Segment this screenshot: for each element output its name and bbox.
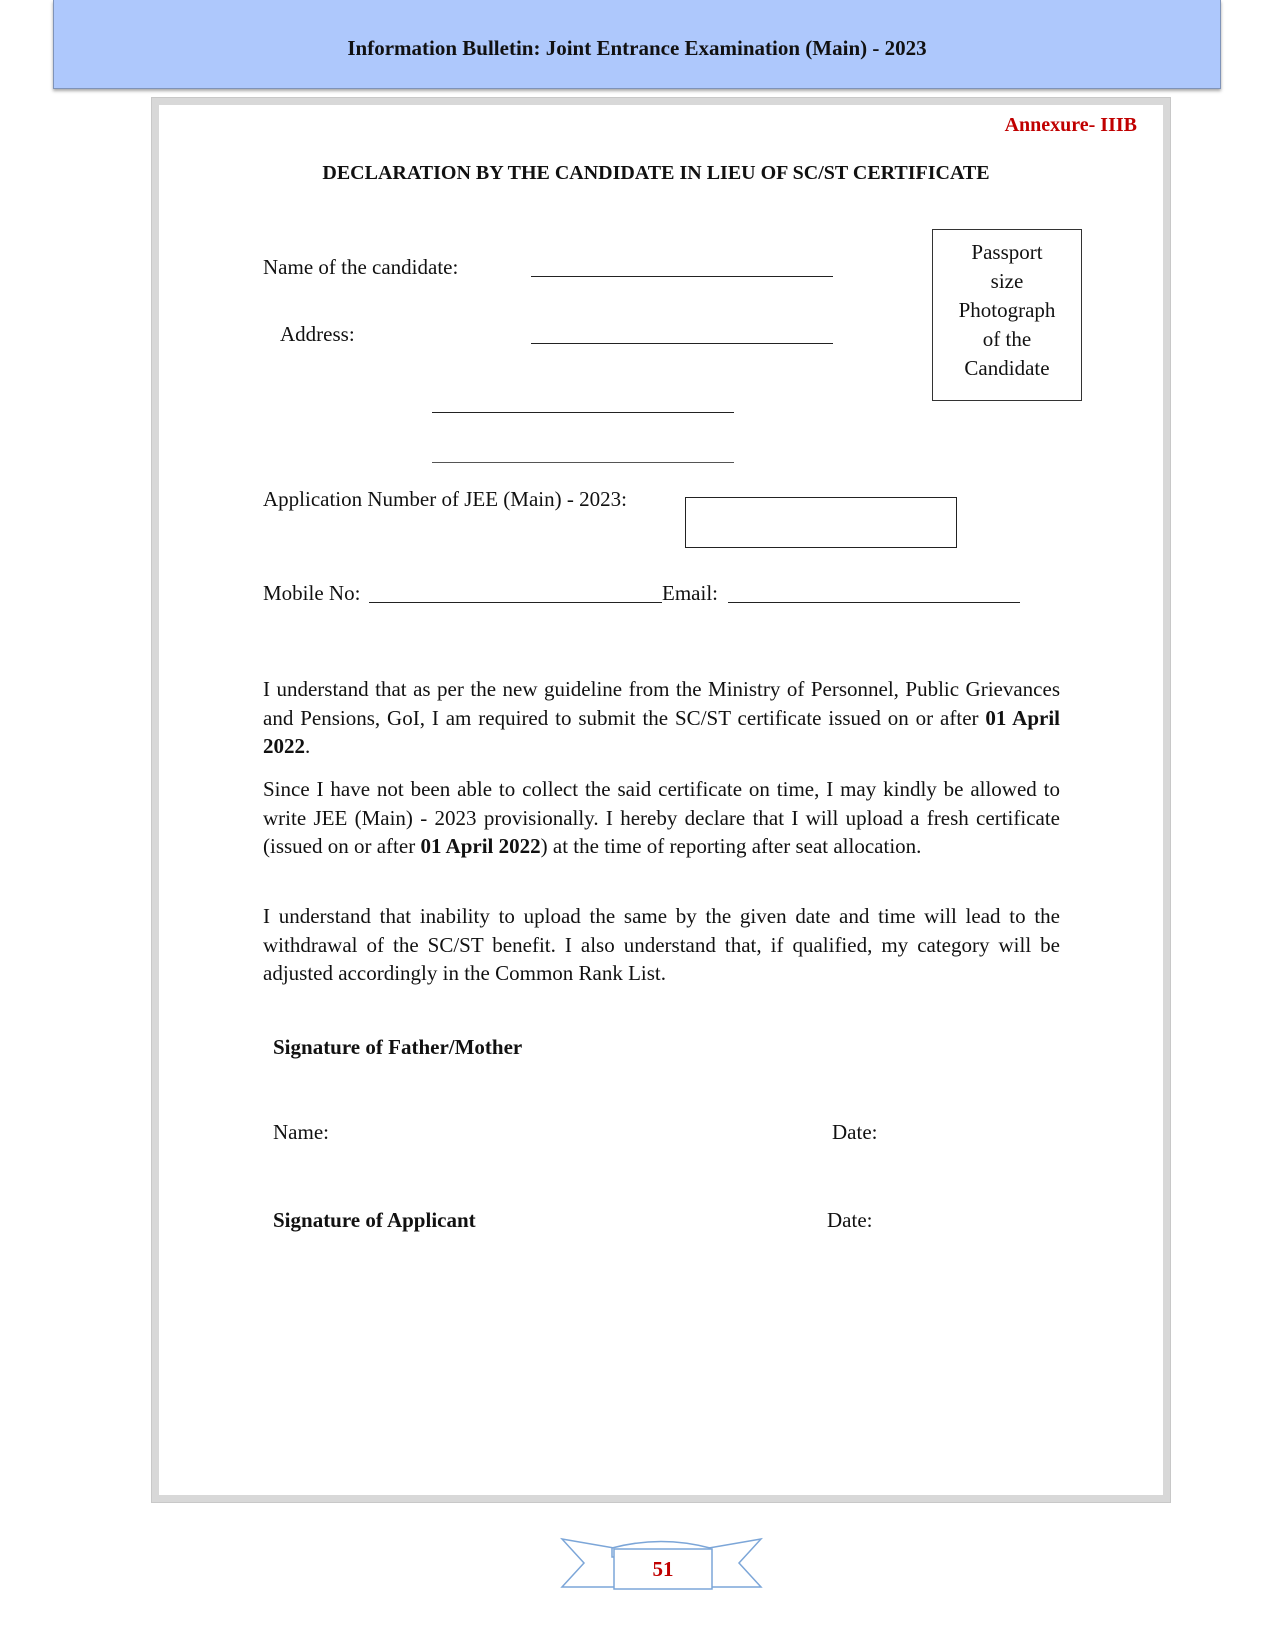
bulletin-header bbox=[53, 0, 1221, 89]
mobile-label: Mobile No: bbox=[263, 581, 361, 605]
parent-date-label: Date: bbox=[832, 1120, 878, 1144]
page-number: 51 bbox=[652, 1556, 674, 1581]
parent-signature-label: Signature of Father/Mother bbox=[273, 1035, 523, 1059]
mobile-line[interactable] bbox=[369, 602, 662, 603]
photo-box-text-1: Passport bbox=[971, 240, 1043, 264]
photo-box-text-5: Candidate bbox=[964, 356, 1050, 380]
address-line-3[interactable] bbox=[432, 462, 734, 463]
document-title: DECLARATION BY THE CANDIDATE IN LIEU OF SC/ST CERTIFICATE bbox=[322, 162, 990, 184]
address-line-1[interactable] bbox=[531, 343, 833, 344]
photo-box-text-3: Photograph bbox=[958, 298, 1056, 322]
application-number-box[interactable] bbox=[685, 497, 957, 548]
annexure-label: Annexure- IIIB bbox=[1004, 114, 1137, 136]
photo-box-text-4: of the bbox=[982, 327, 1032, 351]
address-line-2[interactable] bbox=[432, 412, 734, 413]
applicant-date-label: Date: bbox=[827, 1208, 873, 1232]
declaration-page bbox=[159, 105, 1163, 1495]
candidate-name-label: Name of the candidate: bbox=[263, 255, 459, 279]
declaration-paragraph-3: I understand that inability to upload the same by the given date and time will lead to the withdrawal of the SC/ST benefit. I also understand that, if qualified, my category will be adjusted accordingly in the Common Rank List. bbox=[263, 904, 1060, 985]
photo-box-text-2: size bbox=[990, 269, 1024, 293]
passport-photo-box bbox=[932, 229, 1082, 401]
email-line[interactable] bbox=[728, 602, 1020, 603]
parent-name-label: Name: bbox=[273, 1120, 329, 1144]
candidate-name-line[interactable] bbox=[531, 276, 833, 277]
email-label: Email: bbox=[662, 581, 718, 605]
address-label: Address: bbox=[280, 322, 355, 346]
declaration-paragraph-2: Since I have not been able to collect the said certificate on time, I may kindly be allowed to write JEE (Main) - 2023 provisionally. I hereby declare that I will upload a fresh certificate (issued on or after 01 April 2022) at the time of reporting after seat allocation. bbox=[263, 777, 1060, 858]
applicant-signature-label: Signature of Applicant bbox=[273, 1208, 476, 1232]
bulletin-title: Information Bulletin: Joint Entrance Examination (Main) - 2023 bbox=[347, 35, 927, 60]
page-border bbox=[152, 98, 1170, 1502]
application-number-label: Application Number of JEE (Main) - 2023: bbox=[263, 487, 627, 511]
declaration-paragraph-1: I understand that as per the new guideline from the Ministry of Personnel, Public Grievances and Pensions, GoI, I am required to submit the SC/ST certificate issued on or after 01 April 2022. bbox=[263, 677, 1060, 758]
